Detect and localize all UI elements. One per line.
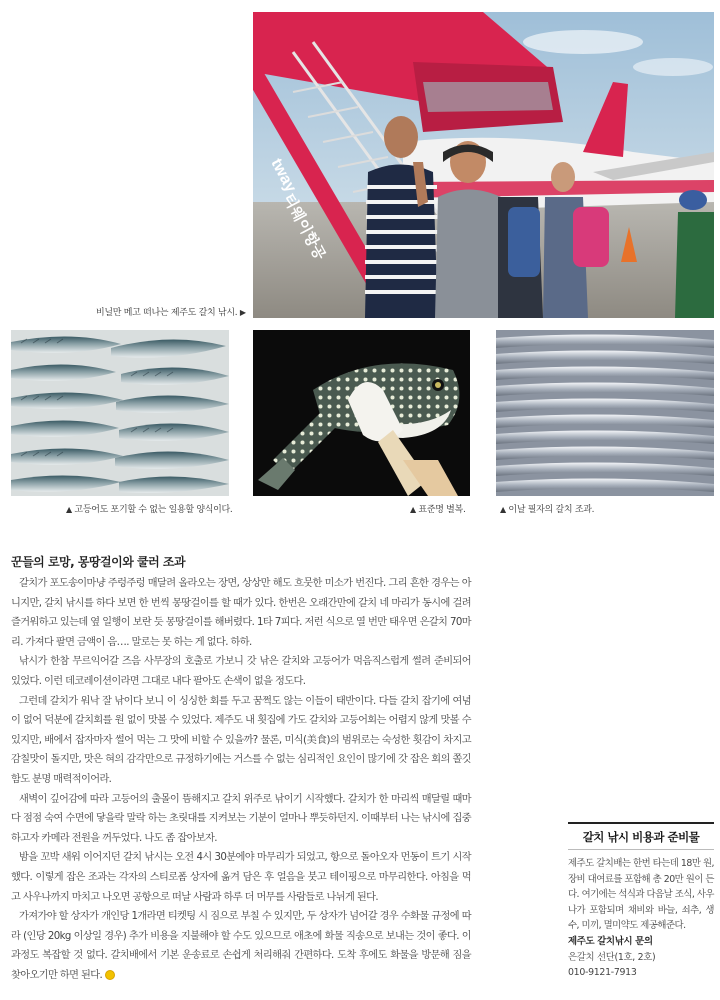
plane-logo-text: tway [267,155,300,196]
caption-cutlass-text: 이날 필자의 갈치 조과. [508,505,595,515]
article-heading: 꾼들의 로망, 몽땅걸이와 쿨러 조과 [11,555,186,569]
sidebar-body: 제주도 갈치배는 한번 타는데 18만 원, 장비 대여료를 포함해 총 20만 원이 든다. 여기에는 석식과 다음날 조식, 사우나가 포함되며 채비와 바늘, 쇠추, 생수, 미끼, 멸미약도 제공해준다. [568,858,714,932]
mackerel-photo [11,330,229,496]
caption-airport [96,305,246,318]
caption-mackerel-text: 고등어도 포기할 수 없는 일용할 양식이다. [74,505,233,515]
article-paragraph-6-wrap [11,907,471,985]
caption-arrow-up-icon: ▲ [66,505,72,514]
sidebar-contact [568,934,714,981]
caption-puffer [410,502,466,515]
caption-mackerel [66,502,233,515]
end-of-article-icon [105,970,115,980]
sidebar-contact-line1: 은갈치 선단(1호, 2호) [568,951,656,963]
sidebar-contact-phone: 010-9121-7913 [568,967,637,979]
cutlassfish-photo [496,330,714,496]
caption-arrow-up-icon: ▲ [500,505,506,514]
article-paragraph-3: 그런데 갈치가 워낙 잘 낚이다 보니 이 싱싱한 회를 두고 꿈쩍도 않는 이들이 태반이다. 다들 갈치 잡기에 여념이 없어 덕분에 갈치회를 원 없이 맛볼 수 있었다. 제주도 내 횟집에 가도 갈치와 고등어회는 어렵지 않게 맛볼 수 있지만, 배에서 잡자마자 썰어 먹는 그 맛에 비할 수 있을까? 물론, 미식(美食)의 범위로는 숙성한 횟감이 차지고 감칠맛이 돌지만, 맛은 혀의 감각만으로 규정하기에는 거스를 수 없는 심리적인 요인이 많기에 갓 잡은 회의 쫄깃함도 분명 매력적이어라. [11,695,471,785]
sidebar-box [568,822,714,981]
article-paragraph-6: 가져가야 할 상자가 개인당 1개라면 티켓팅 시 짐으로 부칠 수 있지만, 두 상자가 넘어갈 경우 수화물 규정에 따라 (인당 20kg 이상일 경우) 추가 비용을 지불해야 할 수도 있으므로 애초에 화물 직송으로 보내는 것이 좋다. 이 과정도 복잡할 것 없다. 갈치배에서 기본 운송료로 손쉽게 처리해줘 간편하다. 도착 후에도 화물을 방문해 짐을 찾아오기만 하면 된다. [11,911,471,981]
article [11,553,471,985]
caption-arrow-up-icon: ▲ [410,505,416,514]
caption-arrow-right-icon: ▶ [239,308,246,317]
article-paragraph-5: 밤을 꼬박 새워 이어지던 갈치 낚시는 오전 4시 30분에야 마무리가 되었고, 항으로 돌아오자 먼동이 트기 시작했다. 이렇게 잡은 조과는 각자의 스티로폼 상자에 옮겨 담은 후 얼음을 붓고 테이핑으로 마무리한다. 아침을 먹고 사우나까지 마치고 나오면 공항으로 떠날 사람과 하루 더 머무를 사람들로 나뉘게 된다. [11,852,471,903]
article-paragraph-4: 새벽이 깊어감에 따라 고등어의 출몰이 뜸해지고 갈치 위주로 낚이기 시작했다. 갈치가 한 마리씩 매달릴 때마다 점점 숙여 수면에 닿을락 말락 하는 초릿대를 지켜보는 기분이 얼마나 뿌듯하던지. 이때부터 나는 낚시에 집중하고자 카메라 전원을 꺼두었다. 나도 좀 잡아보자. [11,793,471,844]
sidebar-title: 갈치 낚시 비용과 준비물 [568,822,714,850]
caption-airport-text: 비닐만 메고 떠나는 제주도 갈치 낚시. [96,308,238,318]
sidebar-contact-title: 제주도 갈치낚시 문의 [568,935,653,947]
airport-boarding-photo [253,12,714,318]
article-paragraph-1: 갈치가 포도송이마냥 주렁주렁 매달려 올라오는 장면, 상상만 해도 흐뭇한 미소가 번진다. 그리 흔한 경우는 아니지만, 갈치 낚시를 하다 보면 한 번씩 몽땅걸이를 할 때가 있다. 한번은 오래간만에 갈치 네 마리가 동시에 걸려 즐거워하고 있는데 옆 일행이 보란 듯 몽땅걸이를 해버렸다. 1타 7피다. 저런 식으로 열 번만 태우면 은갈치 70마리. 가져다 팔면 금액이 음…. 말로는 못 하는 게 없다. 하하. [11,578,471,648]
caption-cutlass [500,502,594,515]
puffer-fish-photo [253,330,470,496]
plane-side-text: 티웨이항공 [279,190,330,263]
caption-puffer-text: 표준명 별복. [418,505,466,515]
article-paragraph-2: 낚시가 한참 무르익어갈 즈음 사무장의 호출로 가보니 갓 낚은 갈치와 고등어가 먹음직스럽게 썰려 준비되어 있었다. 이런 데코레이션이라면 그대로 내다 팔아도 손색이 없을 정도다. [11,656,471,687]
